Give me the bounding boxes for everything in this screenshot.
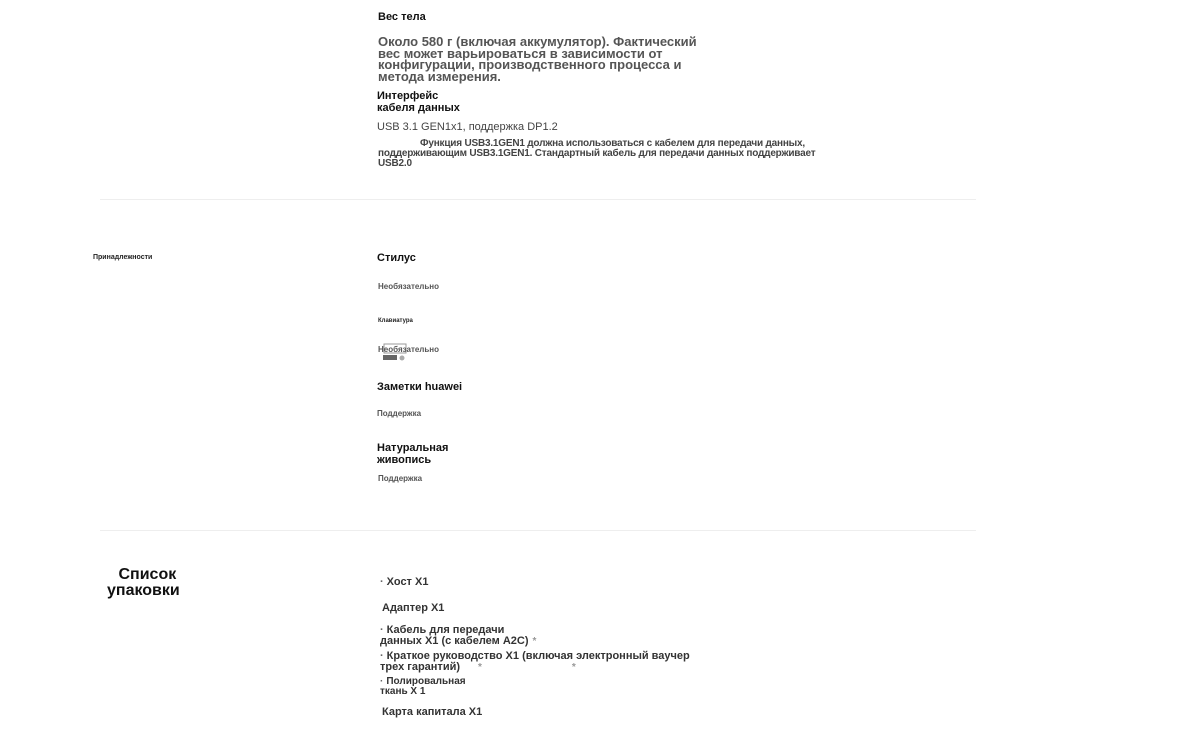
accessory-painting-value: Поддержка [378, 474, 423, 483]
packing-item [380, 625, 536, 647]
accessory-painting-label [377, 442, 448, 466]
data-cable-value: USB 3.1 GEN1x1, поддержка DP1.2 [377, 121, 558, 133]
accessory-notes-value: Поддержка [377, 409, 422, 418]
data-cable-label [377, 90, 460, 114]
packing-item [380, 577, 428, 588]
packing-item-text: Краткое руководство X1 (включая электронный ваучер [386, 650, 690, 662]
star-mark: * [571, 662, 576, 673]
weight-label: Вес тела [378, 11, 426, 23]
section-divider [100, 199, 976, 200]
accessory-stylus-label: Стилус [377, 252, 416, 264]
packing-item: Адаптер X1 [382, 602, 445, 614]
bullet: · [380, 624, 384, 636]
star-mark: * [478, 662, 482, 673]
data-cable-note [378, 139, 828, 169]
data-cable-note-line2: поддерживающим USB3.1GEN1. Стандартный кабель для передачи данных поддерживает USB2.0 [378, 148, 816, 169]
bullet: · [380, 676, 384, 687]
data-cable-label-line1: Интерфейс [377, 90, 439, 102]
accessory-painting-label-line2: живопись [377, 454, 432, 466]
accessories-section-label: Принадлежности [93, 254, 153, 261]
packing-item-text: Полировальная [386, 676, 466, 687]
accessory-keyboard-value: Необязательно [378, 345, 440, 354]
packing-item-text: данных X1 (с кабелем A2C) [380, 635, 529, 647]
bullet: · [380, 576, 384, 588]
packing-item-text: трех гарантий) [380, 661, 461, 673]
packing-item-text: ткань X 1 [380, 686, 426, 697]
accessory-keyboard-label: Клавиатура [378, 318, 413, 324]
data-cable-note-line1: Функция USB3.1GEN1 должна использоваться с кабелем для передачи данных, [420, 138, 805, 149]
weight-value: Около 580 г (включая аккумулятор). Фактический вес может варьироваться в зависимости от конфигурации, производственного процесса и метода измерения. [378, 34, 697, 84]
packing-item-text: Кабель для передачи [386, 624, 505, 636]
packing-section-label [107, 567, 180, 599]
accessory-stylus-value: Необязательно [378, 282, 440, 291]
accessory-painting-label-line1: Натуральная [377, 442, 449, 454]
packing-item [380, 677, 466, 697]
accessory-notes-label: Заметки huawei [377, 381, 463, 393]
packing-item: Карта капитала X1 [382, 706, 483, 718]
packing-label-line1: Список [118, 566, 177, 583]
data-cable-label-line2: кабеля данных [377, 102, 460, 114]
packing-label-line2: упаковки [107, 582, 180, 599]
star-mark: * [532, 636, 537, 647]
packing-item-text: Хост X1 [386, 576, 429, 588]
section-divider [100, 530, 976, 531]
bullet: · [380, 650, 384, 662]
packing-item [380, 651, 690, 673]
